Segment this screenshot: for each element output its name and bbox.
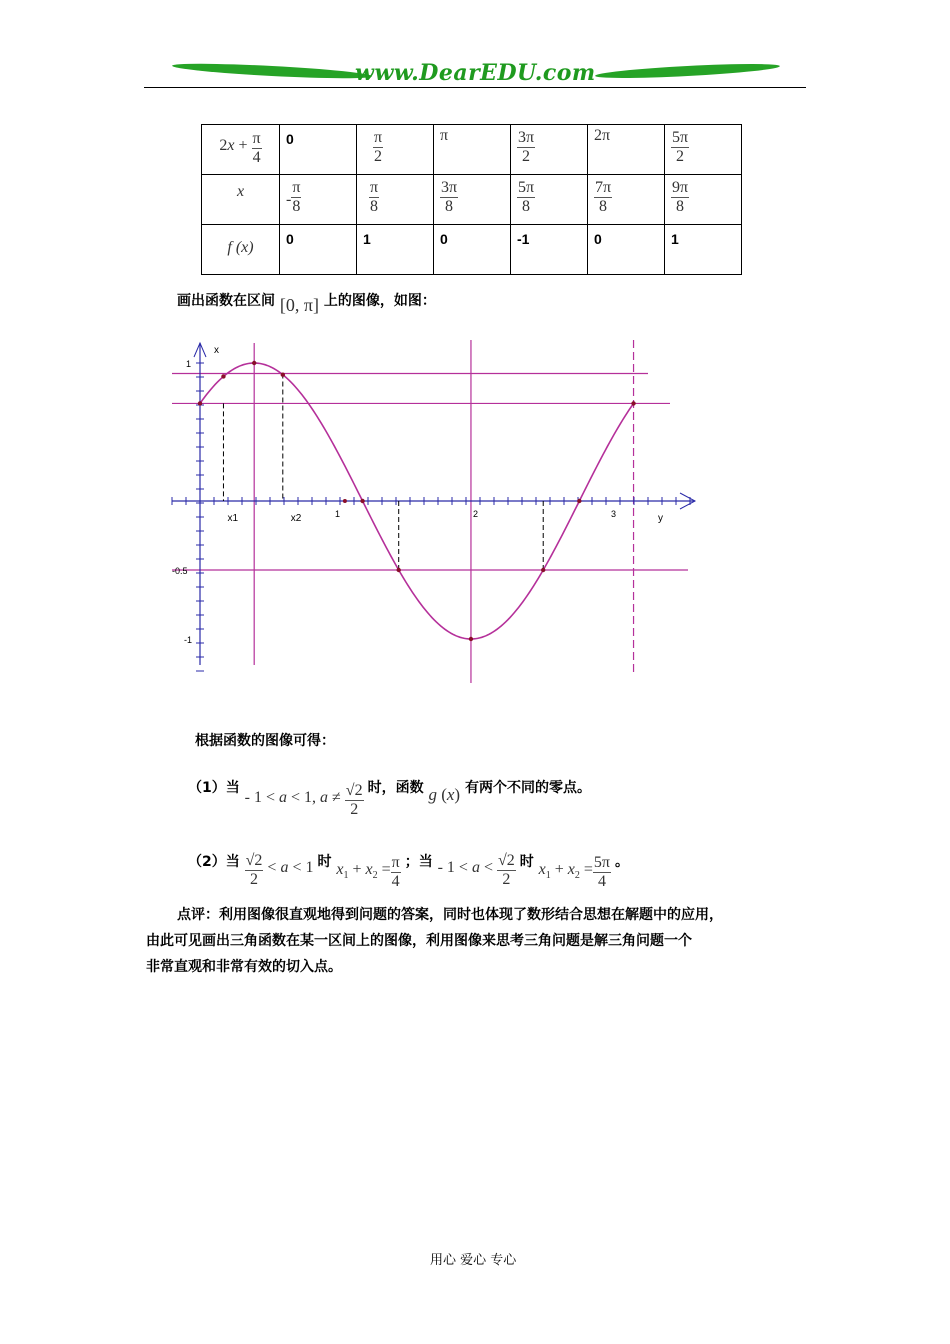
table-cell: $\frac{5\pi}{8}$	[511, 175, 588, 225]
curve-point	[541, 568, 545, 572]
curve-point	[577, 499, 581, 503]
comment-line-1: 点评：利用图像很直观地得到问题的答案，同时也体现了数形结合思想在解题中的应用，	[177, 907, 723, 923]
draw-instruction	[177, 290, 436, 316]
row-header-2x: 2x + $\frac{\pi}{4}$	[202, 125, 280, 175]
item2-condition-1: $\frac{√2}{2}$ < a < 1	[245, 852, 318, 888]
graph-conclusion-intro: 根据函数的图像可得：	[195, 733, 335, 749]
table-cell: 0	[280, 225, 357, 275]
item2-when: 时	[317, 854, 332, 871]
draw-prefix: 画出函数在区间	[177, 293, 275, 309]
item2-when-2: 时	[519, 854, 534, 871]
conclusion-item-1	[188, 768, 591, 818]
item2-result-2: $x_1 + x_2$ = $\frac{5\pi}{4}$	[538, 854, 610, 890]
table-cell: 2π	[588, 125, 665, 175]
table-cell: $\frac{7\pi}{8}$	[588, 175, 665, 225]
comment-line-2: 由此可见画出三角函数在某一区间上的图像，利用图像来思考三角问题是解三角问题一个	[146, 933, 692, 949]
table-cell: $\frac{3\pi}{8}$	[434, 175, 511, 225]
item2-separator: ；当	[404, 854, 433, 871]
y-tick-label: 1	[186, 359, 192, 369]
x-tick-label: 1	[335, 509, 341, 519]
item2-end: 。	[614, 854, 629, 871]
function-graph	[160, 335, 720, 695]
right-leaf-decoration	[595, 61, 780, 81]
item1-suffix: 有两个不同的零点。	[464, 780, 591, 797]
curve-point	[469, 637, 473, 641]
curve-point	[281, 372, 285, 376]
item2-result-1: $x_1 + x_2$ = $\frac{\pi}{4}$	[336, 854, 400, 890]
value-table	[201, 124, 742, 275]
item1-condition: - 1 < a < 1, a ≠ $\frac{√2}{2}$	[244, 782, 363, 818]
curve-point	[360, 499, 364, 503]
table-row	[202, 175, 742, 225]
site-logo-text: www.DearEDU.com	[355, 60, 596, 86]
table-cell: $\frac{\pi}{2}$	[357, 125, 434, 175]
y-tick-label: -1	[184, 635, 193, 645]
row-header-fx: f (x)	[202, 225, 280, 275]
axis-point	[343, 499, 347, 503]
graph-axes	[172, 343, 695, 671]
table-cell: 0	[280, 125, 357, 175]
table-cell: - $\frac{\pi}{8}$	[280, 175, 357, 225]
curve-point	[252, 361, 256, 365]
item2-condition-2: - 1 < a < $\frac{√2}{2}$	[437, 852, 515, 888]
axis-label-x: x	[214, 345, 219, 356]
table-row	[202, 225, 742, 275]
table-cell: 0	[588, 225, 665, 275]
x-tick-label: 2	[473, 509, 479, 519]
root-label-x1: x1	[227, 513, 239, 524]
curve-point	[221, 374, 225, 378]
interval-expression: [0, π]	[279, 295, 319, 315]
item1-mid: 时，函数	[367, 780, 424, 797]
item2-prefix: （2）当	[188, 854, 240, 871]
table-cell: 1	[665, 225, 742, 275]
item1-prefix: （1）当	[188, 780, 240, 797]
table-cell: 0	[434, 225, 511, 275]
table-row	[202, 125, 742, 175]
axis-label-y: y	[658, 513, 663, 524]
header-divider	[144, 87, 806, 88]
table-cell: $\frac{3\pi}{2}$	[511, 125, 588, 175]
curve-point	[631, 401, 635, 405]
curve-point	[397, 568, 401, 572]
conclusion-item-2	[188, 842, 629, 890]
table-cell: $\frac{5\pi}{2}$	[665, 125, 742, 175]
table-cell: $\frac{9\pi}{8}$	[665, 175, 742, 225]
root-label-x2: x2	[290, 513, 302, 524]
comment-line-3: 非常直观和非常有效的切入点。	[146, 959, 342, 975]
table-cell: -1	[511, 225, 588, 275]
draw-suffix: 上的图像，如图：	[323, 293, 436, 309]
curve-point	[198, 401, 202, 405]
x-tick-label: 3	[611, 509, 617, 519]
y-tick-label: -0.5	[172, 566, 188, 576]
left-leaf-decoration	[172, 61, 372, 81]
table-cell: π	[434, 125, 511, 175]
row-header-x: x	[202, 175, 280, 225]
table-cell: 1	[357, 225, 434, 275]
page-footer: 用心 爱心 专心	[430, 1253, 517, 1268]
table-cell: $\frac{\pi}{8}$	[357, 175, 434, 225]
item1-function: g (x)	[428, 785, 461, 805]
